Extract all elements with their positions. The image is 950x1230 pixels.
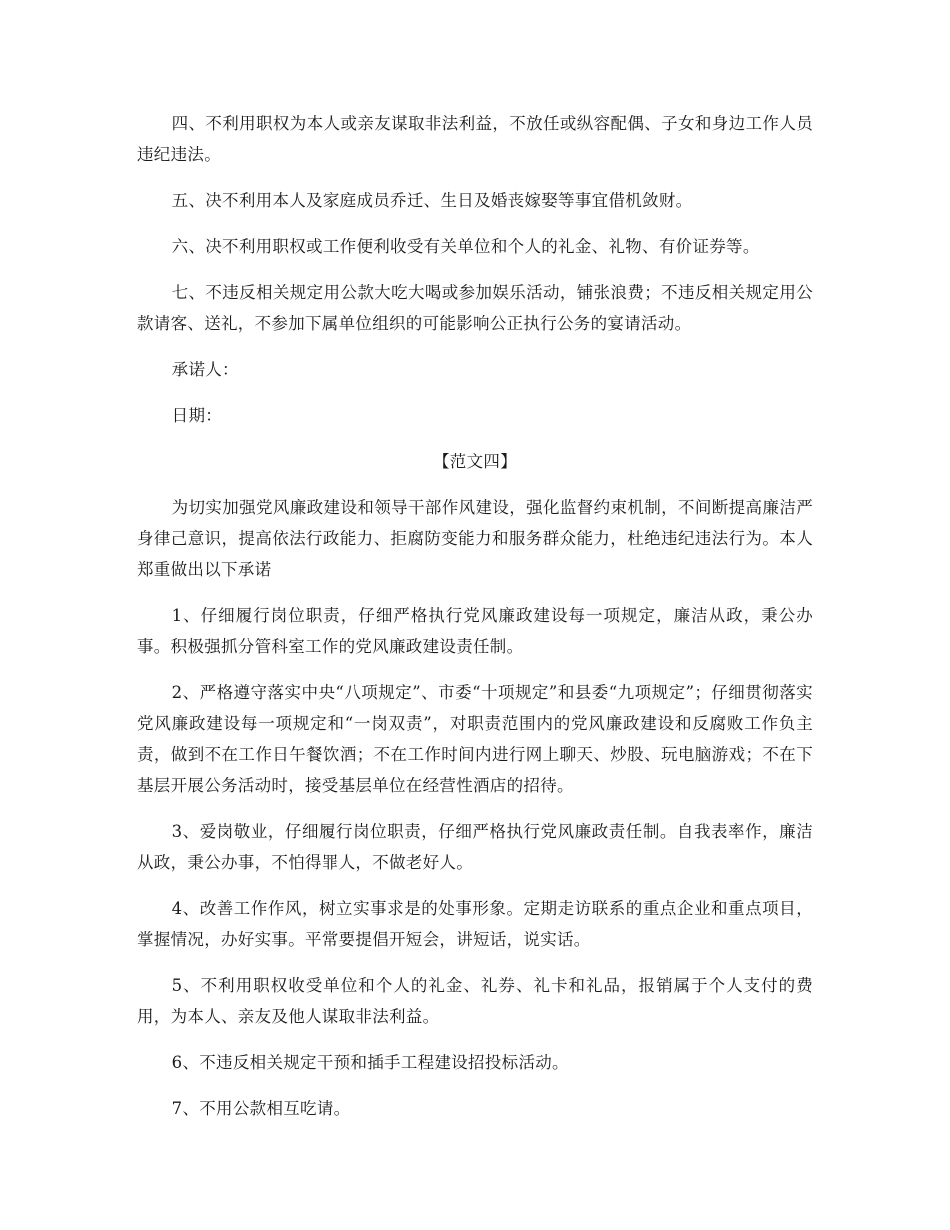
commitment-item-4: 4、改善工作作风，树立实事求是的处事形象。定期走访联系的重点企业和重点项目，掌握情况，办好实事。平常要提倡开短会，讲短话，说实话。 [137,899,813,949]
commitment-item-7: 7、不用公款相互吃请。 [171,1099,351,1118]
date-label: 日期： [171,406,223,425]
section-heading: 【范文四】 [433,452,517,471]
commitment-item-6: 6、不违反相关规定干预和插手工程建设招投标活动。 [171,1053,569,1072]
commitment-item-5: 5、不利用职权收受单位和个人的礼金、礼券、礼卡和礼品，报销属于个人支付的费用，为本人、亲友及他人谋取非法利益。 [137,976,813,1026]
paragraph-item-5: 五、决不利用本人及家庭成员乔迁、生日及婚丧嫁娶等事宜借机敛财。 [171,191,693,210]
signatory-label: 承诺人： [171,360,239,379]
commitment-item-1: 1、仔细履行岗位职责，仔细严格执行党风廉政建设每一项规定，廉洁从政，秉公办事。积极强抓分管科室工作的党风廉政建设责任制。 [137,606,813,656]
paragraph-item-6: 六、决不利用职权或工作便利收受有关单位和个人的礼金、礼物、有价证券等。 [171,237,760,256]
commitment-item-3: 3、爱岗敬业，仔细履行岗位职责，仔细严格执行党风廉政责任制。自我表率作，廉洁从政，秉公办事，不怕得罪人，不做老好人。 [137,822,813,872]
intro-paragraph: 为切实加强党风廉政建设和领导干部作风建设，强化监督约束机制，不间断提高廉洁严身律己意识，提高依法行政能力、拒腐防变能力和服务群众能力，杜绝违纪违法行为。本人郑重做出以下承诺 [137,498,813,579]
paragraph-item-7: 七、不违反相关规定用公款大吃大喝或参加娱乐活动，铺张浪费；不违反相关规定用公款请客、送礼，不参加下属单位组织的可能影响公正执行公务的宴请活动。 [137,283,813,333]
commitment-item-2: 2、严格遵守落实中央“八项规定”、市委“十项规定”和县委“九项规定”；仔细贯彻落实党风廉政建设每一项规定和“一岗双责”，对职责范围内的党风廉政建设和反腐败工作负主责，做到不在工作日午餐饮酒；不在工作时间内进行网上聊天、炒股、玩电脑游戏；不在下基层开展公务活动时，接受基层单位在经营性酒店的招待。 [137,683,813,795]
paragraph-item-4: 四、不利用职权为本人或亲友谋取非法利益，不放任或纵容配偶、子女和身边工作人员违纪违法。 [137,114,813,164]
document-body [137,108,813,1139]
